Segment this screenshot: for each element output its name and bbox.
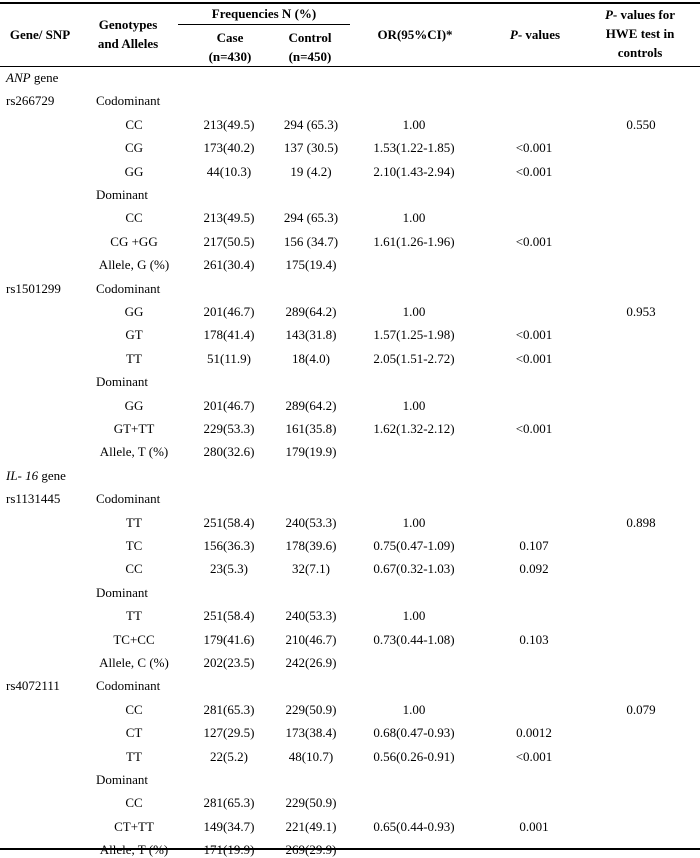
gene-label xyxy=(6,468,66,484)
control-cell: 32(7.1) xyxy=(292,561,330,577)
p-value-cell: <0.001 xyxy=(515,327,553,343)
control-cell: 137 (30.5) xyxy=(283,140,339,156)
case-cell: 173(40.2) xyxy=(203,140,255,156)
model-label: Dominant xyxy=(96,187,148,202)
case-cell: 23(5.3) xyxy=(210,561,248,577)
control-cell: 178(39.6) xyxy=(285,538,337,553)
gene-suffix: gene xyxy=(38,467,66,483)
header-hwe-line3: controls xyxy=(617,45,663,60)
genotype-cell: CT xyxy=(125,725,143,741)
header-bottom-rule xyxy=(0,66,700,67)
control-cell: 179(19.9) xyxy=(285,444,337,460)
control-cell: 240(53.3) xyxy=(285,608,337,624)
case-cell: 281(65.3) xyxy=(203,795,255,811)
genotype-cell: TC+CC xyxy=(113,631,155,647)
genotype-cell: CG +GG xyxy=(110,233,158,249)
model-label: Codominant xyxy=(96,93,161,109)
p-value-cell: 0.092 xyxy=(519,561,549,577)
or-cell: 1.00 xyxy=(402,304,426,319)
case-cell: 22(5.2) xyxy=(210,748,248,764)
header-or: OR(95%CI)* xyxy=(377,27,453,42)
header-hwe xyxy=(580,5,700,62)
genotype-cell: Allele, T (%) xyxy=(99,444,169,460)
hwe-cell: 0.898 xyxy=(626,514,656,530)
control-cell: 229(50.9) xyxy=(285,795,337,811)
case-cell: 281(65.3) xyxy=(203,701,255,717)
header-genotypes-line2: and Alleles xyxy=(97,36,159,51)
genotype-cell: CC xyxy=(125,116,143,132)
case-cell: 156(36.3) xyxy=(203,538,255,553)
genotype-cell: GG xyxy=(124,397,144,413)
control-cell: 229(50.9) xyxy=(285,701,337,717)
frequencies-underline xyxy=(178,24,350,25)
hwe-cell: 0.953 xyxy=(626,304,656,319)
p-value-cell: 0.0012 xyxy=(516,725,552,741)
or-cell: 1.61(1.26-1.96) xyxy=(373,233,455,249)
header-case xyxy=(190,28,270,66)
p-value-cell: 0.001 xyxy=(519,818,549,834)
case-cell: 179(41.6) xyxy=(203,631,255,647)
case-cell: 251(58.4) xyxy=(203,608,255,624)
p-value-cell: 0.107 xyxy=(519,538,549,553)
p-value-cell: <0.001 xyxy=(515,748,553,764)
or-cell: 1.00 xyxy=(402,514,426,530)
or-cell: 1.00 xyxy=(402,701,426,717)
snp-id: rs1501299 xyxy=(6,280,61,296)
control-cell: 18(4.0) xyxy=(292,350,330,366)
case-cell: 229(53.3) xyxy=(203,421,255,436)
header-control-n: (n=450) xyxy=(288,49,332,64)
genotype-cell: TT xyxy=(126,608,142,624)
model-label: Codominant xyxy=(96,280,161,296)
gene-name: IL- 16 xyxy=(6,467,39,483)
genotype-cell: CG xyxy=(124,140,144,156)
control-cell: 173(38.4) xyxy=(285,725,337,741)
or-cell: 1.00 xyxy=(402,608,426,624)
case-cell: 201(46.7) xyxy=(203,304,255,319)
genotype-cell: CC xyxy=(125,210,143,226)
control-cell: 19 (4.2) xyxy=(290,163,332,179)
model-label: Dominant xyxy=(96,772,148,787)
or-cell: 1.62(1.32-2.12) xyxy=(373,421,455,436)
header-genotypes-line1: Genotypes xyxy=(98,17,158,32)
control-cell: 143(31.8) xyxy=(285,327,337,343)
p-value-cell: <0.001 xyxy=(515,421,553,436)
or-cell: 1.00 xyxy=(402,116,426,132)
header-hwe-italic: P xyxy=(604,7,613,22)
header-hwe-line1-rest: - values for xyxy=(612,7,676,22)
hwe-cell: 0.079 xyxy=(626,701,656,717)
case-cell: 202(23.5) xyxy=(203,655,255,670)
control-cell: 156 (34.7) xyxy=(283,233,339,249)
control-cell: 221(49.1) xyxy=(285,818,337,834)
or-cell: 0.67(0.32-1.03) xyxy=(373,561,455,577)
genotype-cell: GT+TT xyxy=(113,421,155,436)
or-cell: 0.73(0.44-1.08) xyxy=(373,631,455,647)
gene-name: ANP xyxy=(6,70,31,85)
header-p-values xyxy=(490,25,580,44)
case-cell: 201(46.7) xyxy=(203,397,255,413)
case-cell: 178(41.4) xyxy=(203,327,255,343)
genotype-cell: Allele, T (%) xyxy=(99,842,169,858)
model-label: Codominant xyxy=(96,678,161,694)
header-control xyxy=(270,28,350,66)
control-cell: 175(19.4) xyxy=(285,257,337,273)
gene-label xyxy=(6,70,58,86)
header-control-label: Control xyxy=(288,30,332,45)
header-case-n: (n=430) xyxy=(208,49,252,64)
genotype-cell: TC xyxy=(125,538,143,553)
case-cell: 213(49.5) xyxy=(203,210,255,226)
model-label: Dominant xyxy=(96,584,148,600)
p-value-cell: <0.001 xyxy=(515,140,553,156)
p-value-cell: <0.001 xyxy=(515,163,553,179)
case-cell: 44(10.3) xyxy=(206,163,252,179)
or-cell: 1.57(1.25-1.98) xyxy=(373,327,455,343)
p-value-cell: <0.001 xyxy=(515,233,553,249)
genotype-cell: GG xyxy=(124,163,144,179)
control-cell: 161(35.8) xyxy=(285,421,337,436)
p-value-cell: 0.103 xyxy=(519,631,549,647)
case-cell: 127(29.5) xyxy=(203,725,255,741)
genotype-cell: GG xyxy=(124,304,144,319)
snp-id: rs1131445 xyxy=(6,491,61,507)
genotype-cell: TT xyxy=(126,514,142,530)
case-cell: 51(11.9) xyxy=(207,350,251,366)
genotype-cell: Allele, C (%) xyxy=(99,655,169,670)
p-value-cell: <0.001 xyxy=(515,350,553,366)
case-cell: 171(19.9) xyxy=(203,842,255,858)
case-cell: 251(58.4) xyxy=(203,514,255,530)
or-cell: 1.53(1.22-1.85) xyxy=(373,140,455,156)
header-hwe-line2: HWE test in xyxy=(605,26,675,41)
control-cell: 294 (65.3) xyxy=(283,116,339,132)
top-rule xyxy=(0,2,700,4)
header-hwe-line1 xyxy=(580,5,700,24)
or-cell: 0.75(0.47-1.09) xyxy=(373,538,455,553)
hwe-cell: 0.550 xyxy=(626,116,656,132)
or-cell: 0.68(0.47-0.93) xyxy=(373,725,455,741)
or-cell: 2.10(1.43-2.94) xyxy=(373,163,455,179)
control-cell: 289(64.2) xyxy=(285,304,337,319)
genotype-cell: Allele, G (%) xyxy=(98,257,170,273)
case-cell: 149(34.7) xyxy=(203,818,255,834)
gene-suffix: gene xyxy=(30,70,59,85)
model-label: Codominant xyxy=(96,491,161,507)
control-cell: 210(46.7) xyxy=(285,631,337,647)
control-cell: 294 (65.3) xyxy=(283,210,339,226)
header-case-label: Case xyxy=(216,30,244,45)
control-cell: 240(53.3) xyxy=(285,514,337,530)
header-p-rest: - values xyxy=(517,27,561,42)
snp-id: rs4072111 xyxy=(6,678,60,694)
genotype-cell: GT xyxy=(125,327,143,343)
genotype-cell: CC xyxy=(125,701,143,717)
header-gene-snp: Gene/ SNP xyxy=(9,27,71,42)
case-cell: 280(32.6) xyxy=(203,444,255,460)
case-cell: 261(30.4) xyxy=(203,257,255,273)
genotype-cell: CT+TT xyxy=(114,818,154,834)
model-label: Dominant xyxy=(96,374,148,390)
or-cell: 1.00 xyxy=(402,397,426,413)
case-cell: 217(50.5) xyxy=(203,233,255,249)
snp-id: rs266729 xyxy=(6,93,55,109)
header-genotypes xyxy=(88,15,168,53)
or-cell: 1.00 xyxy=(402,210,426,226)
case-cell: 213(49.5) xyxy=(203,116,255,132)
control-cell: 48(10.7) xyxy=(288,748,334,764)
genotype-cell: CC xyxy=(125,795,143,811)
genotype-cell: TT xyxy=(126,748,142,764)
control-cell: 269(29.9) xyxy=(285,842,337,858)
header-p-italic: P xyxy=(509,27,518,42)
genotype-cell: TT xyxy=(126,350,142,366)
or-cell: 0.65(0.44-0.93) xyxy=(373,818,455,834)
or-cell: 0.56(0.26-0.91) xyxy=(373,748,455,764)
control-cell: 242(26.9) xyxy=(285,655,337,670)
or-cell: 2.05(1.51-2.72) xyxy=(373,350,455,366)
control-cell: 289(64.2) xyxy=(285,397,337,413)
header-frequencies: Frequencies N (%) xyxy=(211,6,317,21)
genotype-cell: CC xyxy=(125,561,143,577)
